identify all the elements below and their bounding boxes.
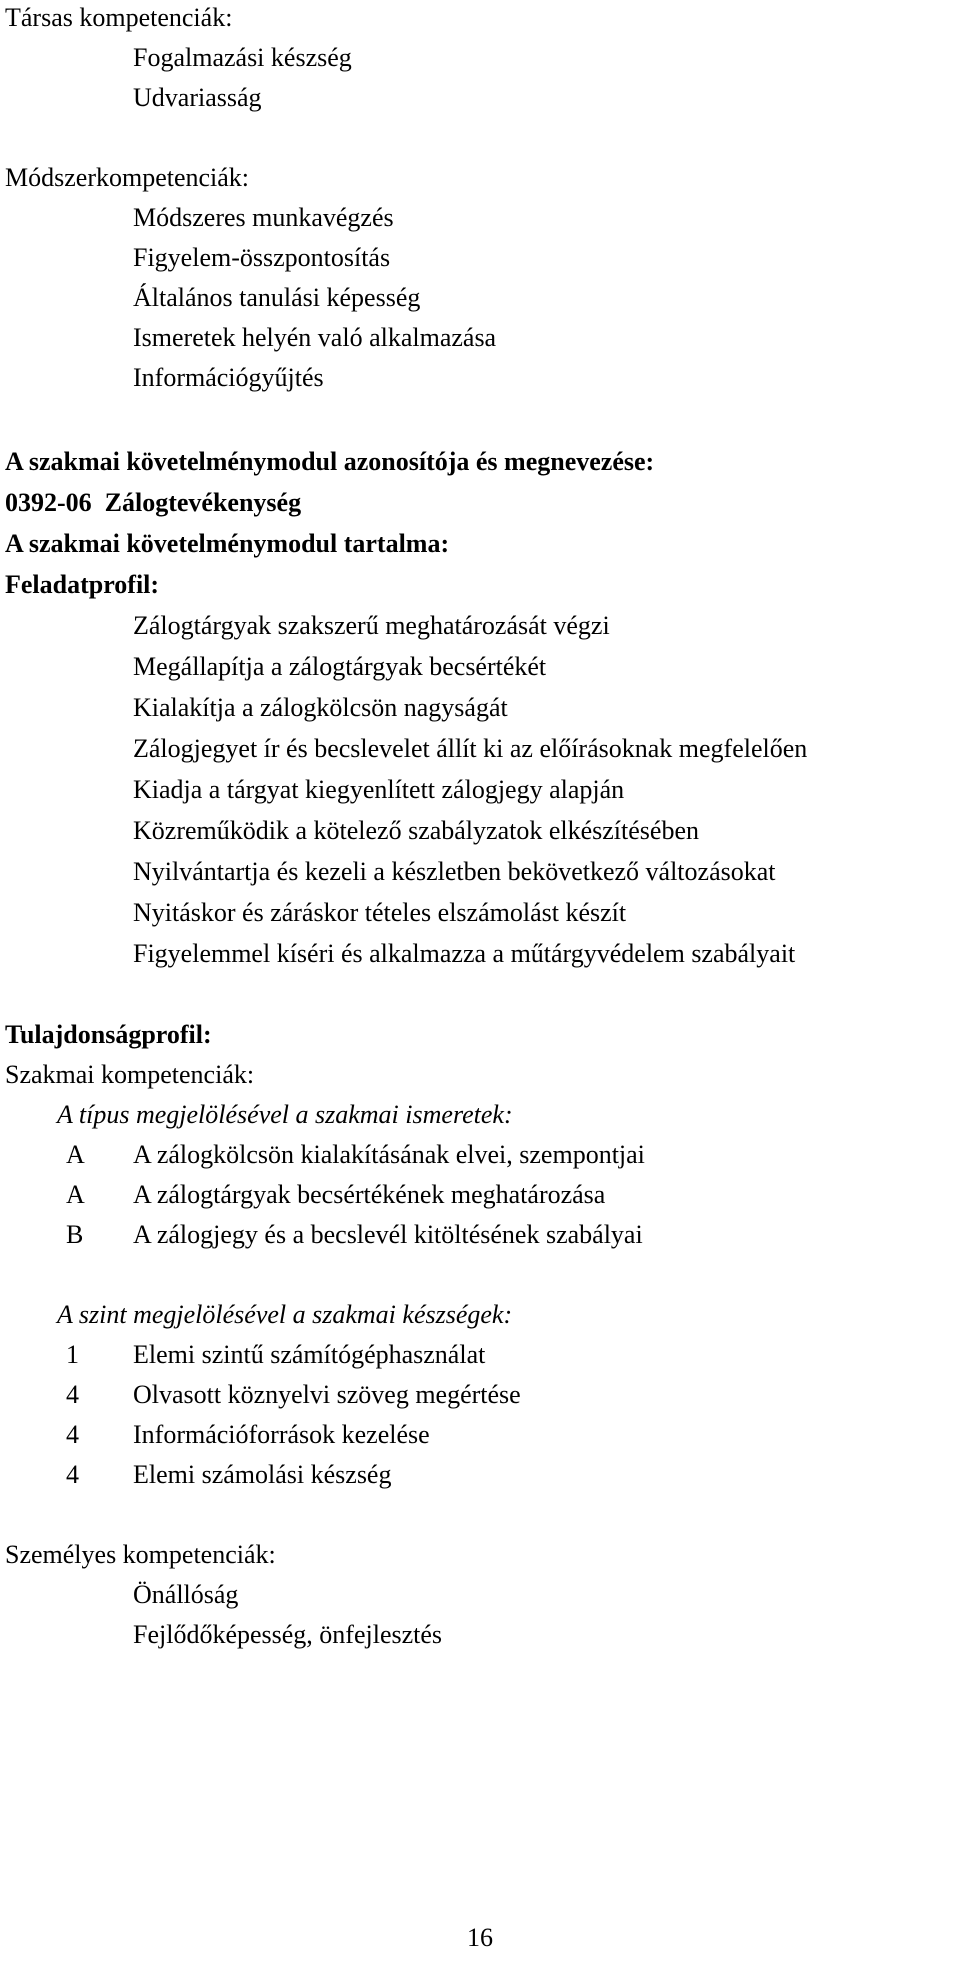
- ismeret-type: B: [66, 1220, 84, 1249]
- feladat-item: Figyelemmel kíséri és alkalmazza a műtárgyvédelem szabályait: [133, 939, 796, 968]
- keszseg-level: 4: [66, 1380, 79, 1409]
- feladat-item: Közreműködik a kötelező szabályzatok elkészítésében: [133, 816, 699, 845]
- szemelyes-item: Fejlődőképesség, önfejlesztés: [133, 1620, 443, 1649]
- modul-id-heading: A szakmai követelménymodul azonosítója és megnevezése:: [5, 447, 655, 476]
- modul-content-heading: A szakmai követelménymodul tartalma:: [5, 529, 450, 558]
- page-number: 16: [467, 1923, 493, 1952]
- szakmai-kompetenciak-heading: Szakmai kompetenciák:: [5, 1060, 255, 1089]
- ismeret-type: A: [66, 1180, 85, 1209]
- feladat-item: Megállapítja a zálogtárgyak becsértékét: [133, 652, 547, 681]
- szemelyes-item: Önállóság: [133, 1580, 239, 1609]
- ismeret-text: A zálogtárgyak becsértékének meghatározása: [133, 1180, 606, 1209]
- ismeretek-heading: A típus megjelölésével a szakmai ismeretek:: [57, 1100, 513, 1129]
- tarsas-heading: Társas kompetenciák:: [5, 3, 233, 32]
- keszseg-text: Elemi szintű számítógéphasználat: [133, 1340, 486, 1369]
- keszseg-text: Elemi számolási készség: [133, 1460, 392, 1489]
- modszer-item: Információgyűjtés: [133, 363, 324, 392]
- ismeret-text: A zálogkölcsön kialakításának elvei, szempontjai: [133, 1140, 645, 1169]
- modszer-item: Ismeretek helyén való alkalmazása: [133, 323, 497, 352]
- feladat-item: Kiadja a tárgyat kiegyenlített zálogjegy alapján: [133, 775, 625, 804]
- modul-id-value: 0392-06 Zálogtevékenység: [5, 488, 302, 517]
- szemelyes-heading: Személyes kompetenciák:: [5, 1540, 276, 1569]
- tarsas-item: Udvariasság: [133, 83, 262, 112]
- feladat-item: Nyitáskor és záráskor tételes elszámolást készít: [133, 898, 627, 927]
- keszseg-level: 4: [66, 1420, 79, 1449]
- feladat-item: Zálogtárgyak szakszerű meghatározását végzi: [133, 611, 610, 640]
- feladat-item: Zálogjegyet ír és becslevelet állít ki az előírásoknak megfelelően: [133, 734, 808, 763]
- ismeret-type: A: [66, 1140, 85, 1169]
- ismeret-text: A zálogjegy és a becslevél kitöltésének szabályai: [133, 1220, 643, 1249]
- tarsas-item: Fogalmazási készség: [133, 43, 352, 72]
- keszseg-text: Olvasott köznyelvi szöveg megértése: [133, 1380, 521, 1409]
- keszseg-level: 4: [66, 1460, 79, 1489]
- feladat-item: Kialakítja a zálogkölcsön nagyságát: [133, 693, 508, 722]
- modszer-item: Módszeres munkavégzés: [133, 203, 394, 232]
- modszer-heading: Módszerkompetenciák:: [5, 163, 250, 192]
- modszer-item: Általános tanulási képesség: [133, 283, 421, 312]
- feladatprofil-heading: Feladatprofil:: [5, 570, 160, 599]
- feladat-item: Nyilvántartja és kezeli a készletben bekövetkező változásokat: [133, 857, 776, 886]
- keszseg-level: 1: [66, 1340, 79, 1369]
- keszsegek-heading: A szint megjelölésével a szakmai készségek:: [57, 1300, 513, 1329]
- modszer-item: Figyelem-összpontosítás: [133, 243, 391, 272]
- keszseg-text: Információforrások kezelése: [133, 1420, 430, 1449]
- tulajdonsagprofil-heading: Tulajdonságprofil:: [5, 1020, 212, 1049]
